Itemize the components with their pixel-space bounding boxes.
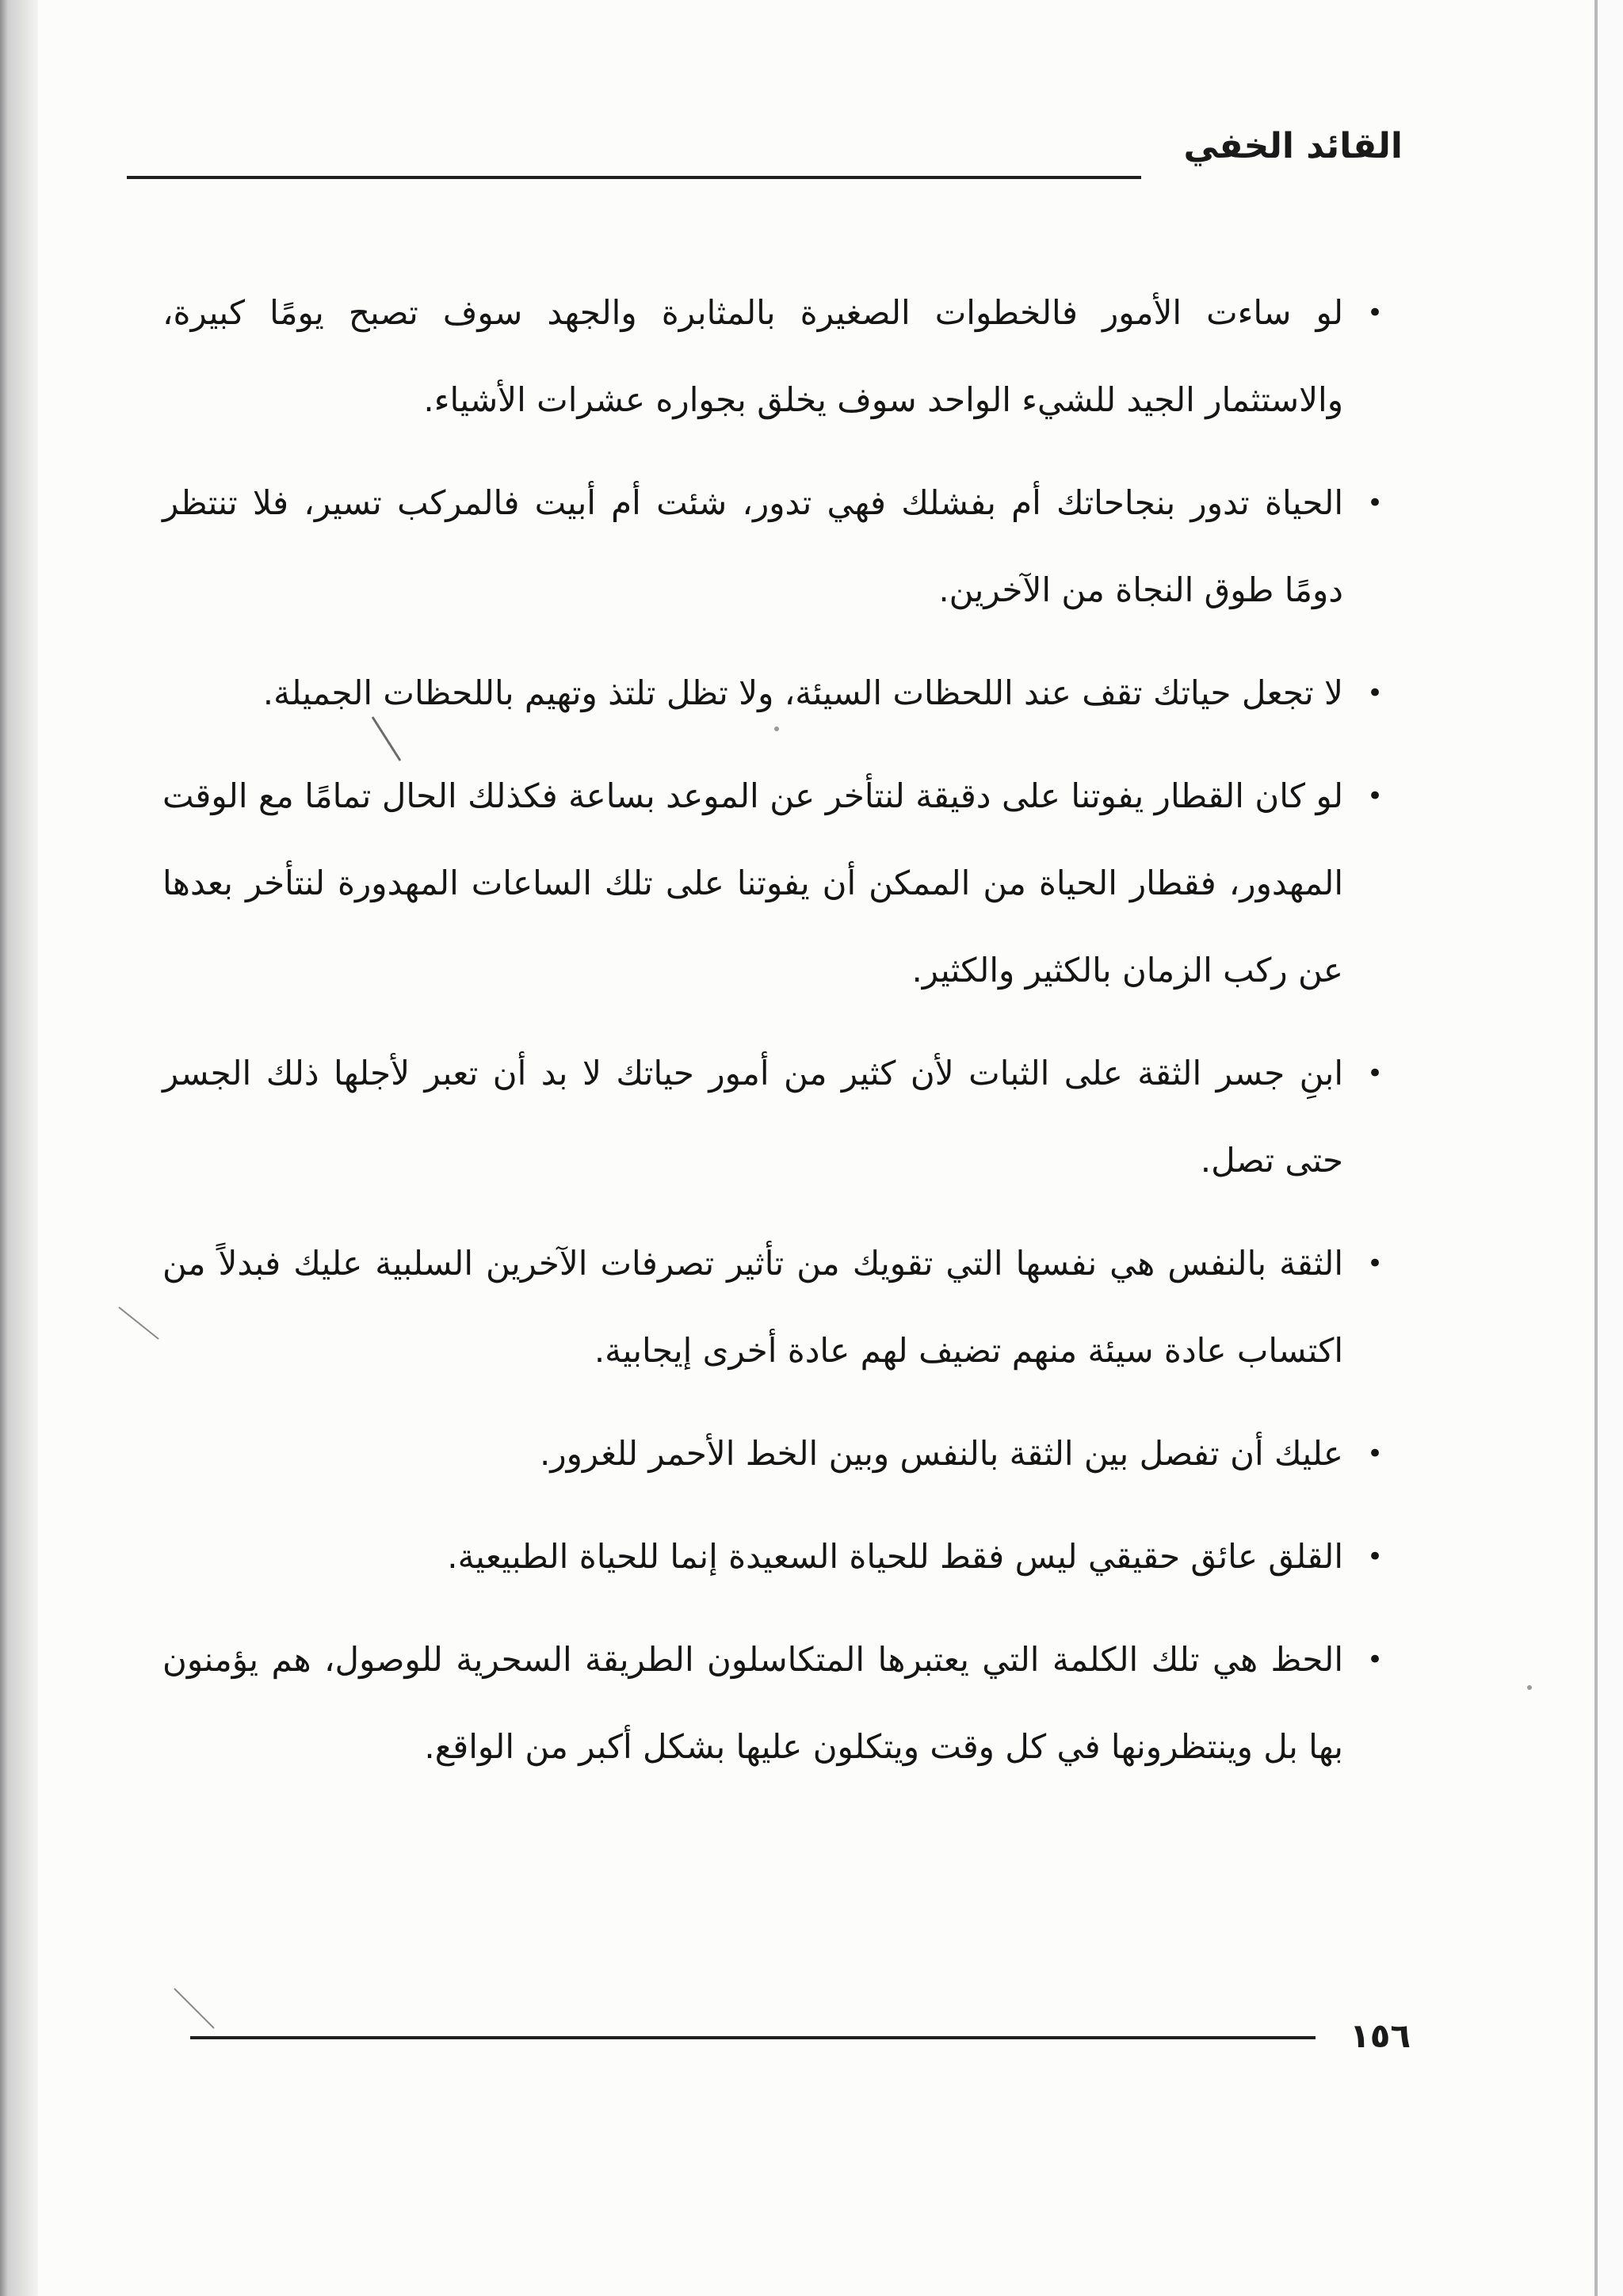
bullet-item-5 bbox=[162, 1030, 1383, 1204]
bullet-text: لا تجعل حياتك تقف عند اللحظات السيئة، ولا تظل تلتذ وتهيم باللحظات الجميلة. bbox=[262, 673, 1343, 712]
page-margin-right bbox=[1598, 0, 1623, 2296]
bullet-icon: • bbox=[1366, 780, 1383, 812]
bullet-icon: • bbox=[1366, 487, 1383, 519]
bullet-item-2 bbox=[162, 460, 1383, 634]
bullet-icon: • bbox=[1366, 297, 1383, 329]
bullet-icon: • bbox=[1366, 1438, 1383, 1470]
running-footer bbox=[190, 2012, 1411, 2076]
bullet-text: الحياة تدور بنجاحاتك أم بفشلك فهي تدور، شئت أم أبيت فالمركب تسير، فلا تنتظر دومًا طوق النجاة من الآخرين. bbox=[162, 483, 1343, 609]
bullet-text: ابنِ جسر الثقة على الثبات لأن كثير من أمور حياتك لا بد أن تعبر لأجلها ذلك الجسر حتى تصل. bbox=[162, 1054, 1343, 1180]
bullet-text: لو كان القطار يفوتنا على دقيقة لنتأخر عن الموعد بساعة فكذلك الحال تمامًا مع الوقت المهدور، فقطار الحياة من الممكن أن يفوتنا على تلك الساعات المهدورة لنتأخر بعدها عن ركب الزمان بالكثير والكثير. bbox=[162, 776, 1343, 990]
bullet-text: عليك أن تفصل بين الثقة بالنفس وبين الخط الأحمر للغرور. bbox=[539, 1434, 1343, 1473]
bullet-text: لو ساءت الأمور فالخطوات الصغيرة بالمثابرة والجهد سوف تصبح يومًا كبيرة، والاستثمار الجيد للشيء الواحد سوف يخلق بجواره عشرات الأشياء. bbox=[162, 293, 1343, 419]
page-body bbox=[162, 269, 1383, 1806]
running-header bbox=[127, 119, 1403, 190]
bullet-icon: • bbox=[1366, 1248, 1383, 1280]
bullet-icon: • bbox=[1366, 1644, 1383, 1676]
bullet-item-1 bbox=[162, 269, 1383, 444]
bullet-text: الثقة بالنفس هي نفسها التي تقويك من تأثير تصرفات الآخرين السلبية عليك فبدلاً من اكتساب عادة سيئة منهم تضيف لهم عادة أخرى إيجابية. bbox=[162, 1244, 1343, 1370]
page-number: ١٥٦ bbox=[1350, 2016, 1411, 2055]
bullet-text: الحظ هي تلك الكلمة التي يعتبرها المتكاسلون الطريقة السحرية للوصول، هم يؤمنون بها بل وينتظرونها في كل وقت ويتكلون عليها بشكل أكبر من الواقع. bbox=[162, 1640, 1343, 1766]
bullet-item-4 bbox=[162, 753, 1383, 1014]
bullet-item-3 bbox=[162, 650, 1383, 737]
bullet-icon: • bbox=[1366, 677, 1383, 709]
bullet-icon: • bbox=[1366, 1541, 1383, 1573]
bullet-list bbox=[162, 269, 1383, 1791]
stray-dot-1 bbox=[1527, 1685, 1532, 1690]
page-edge-line bbox=[1594, 0, 1598, 2296]
header-rule bbox=[127, 176, 1141, 179]
bullet-text: القلق عائق حقيقي ليس فقط للحياة السعيدة إنما للحياة الطبيعية. bbox=[447, 1537, 1343, 1576]
book-title: القائد الخفي bbox=[1183, 126, 1403, 166]
bullet-item-8 bbox=[162, 1513, 1383, 1600]
bullet-item-6 bbox=[162, 1220, 1383, 1394]
binding-shadow bbox=[0, 0, 38, 2296]
stray-mark-2 bbox=[119, 1307, 158, 1339]
bullet-item-9 bbox=[162, 1616, 1383, 1791]
footer-rule bbox=[190, 2036, 1316, 2039]
bullet-item-7 bbox=[162, 1410, 1383, 1497]
bullet-icon: • bbox=[1366, 1058, 1383, 1089]
